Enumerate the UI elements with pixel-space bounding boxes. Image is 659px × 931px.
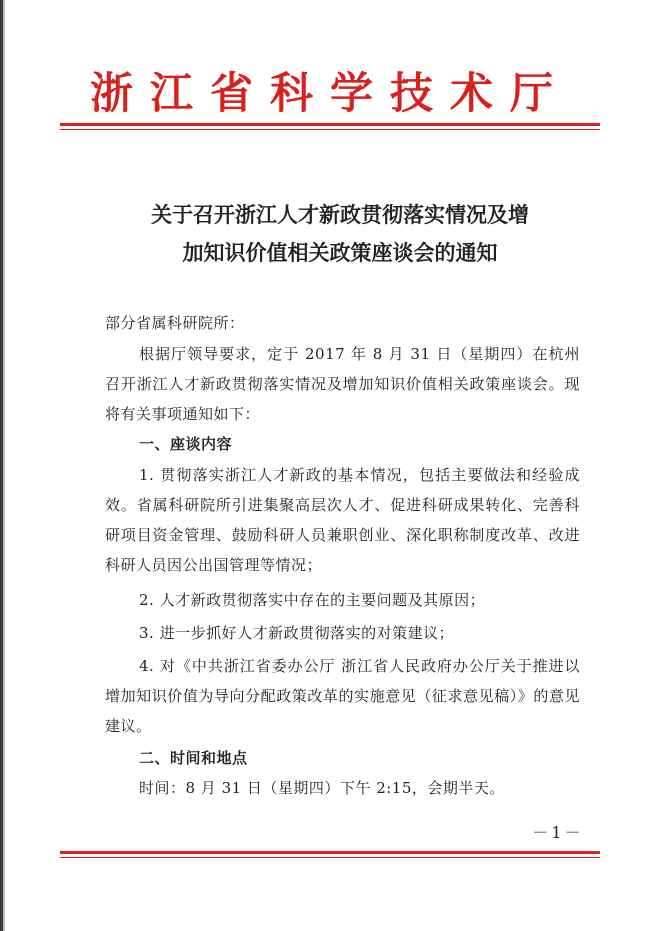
letterhead-rule-thick xyxy=(60,123,600,126)
content-item-4: 4. 对《中共浙江省委办公厅 浙江省人民政府办公厅关于推进以增加知识价值为导向分配政策改革的实施意见（征求意见稿）》的意见建议。 xyxy=(105,657,580,735)
letterhead-title: 浙江省科学技术厅 xyxy=(90,69,570,119)
notice-title xyxy=(100,196,580,272)
notice-title-line-1: 关于召开浙江人才新政贯彻落实情况及增 xyxy=(151,202,529,227)
content-item-1: 1. 贯彻落实浙江人才新政的基本情况，包括主要做法和经验成效。省属科研院所引进集聚高层次人才、促进科研成果转化、完善科研项目资金管理、鼓励科研人员兼职创业、深化职称制度改革、改进科研人员因公出国管理等情况； xyxy=(105,466,580,574)
page-number: －1－ xyxy=(532,823,584,842)
time-line: 时间：8 月 31 日（星期四）下午 2:15，会期半天。 xyxy=(139,779,505,797)
salutation: 部分省属科研院所： xyxy=(105,314,245,332)
notice-title-line-2: 加知识价值相关政策座谈会的通知 xyxy=(182,240,498,265)
footer-rule-thick xyxy=(60,851,600,854)
intro-paragraph: 根据厅领导要求，定于 2017 年 8 月 31 日（星期四）在杭州召开浙江人才新政贯彻落实情况及增加知识价值相关政策座谈会。现将有关事项通知如下： xyxy=(105,345,580,423)
section-heading-time-place: 二、时间和地点 xyxy=(139,749,248,767)
content-item-2: 2. 人才新政贯彻落实中存在的主要问题及其原因； xyxy=(139,591,486,609)
letterhead-rule-thin xyxy=(60,129,600,130)
footer-rule-thin xyxy=(60,857,600,858)
content-item-3: 3. 进一步抓好人才新政贯彻落实的对策建议； xyxy=(139,624,455,642)
section-heading-content: 一、座谈内容 xyxy=(139,435,233,453)
